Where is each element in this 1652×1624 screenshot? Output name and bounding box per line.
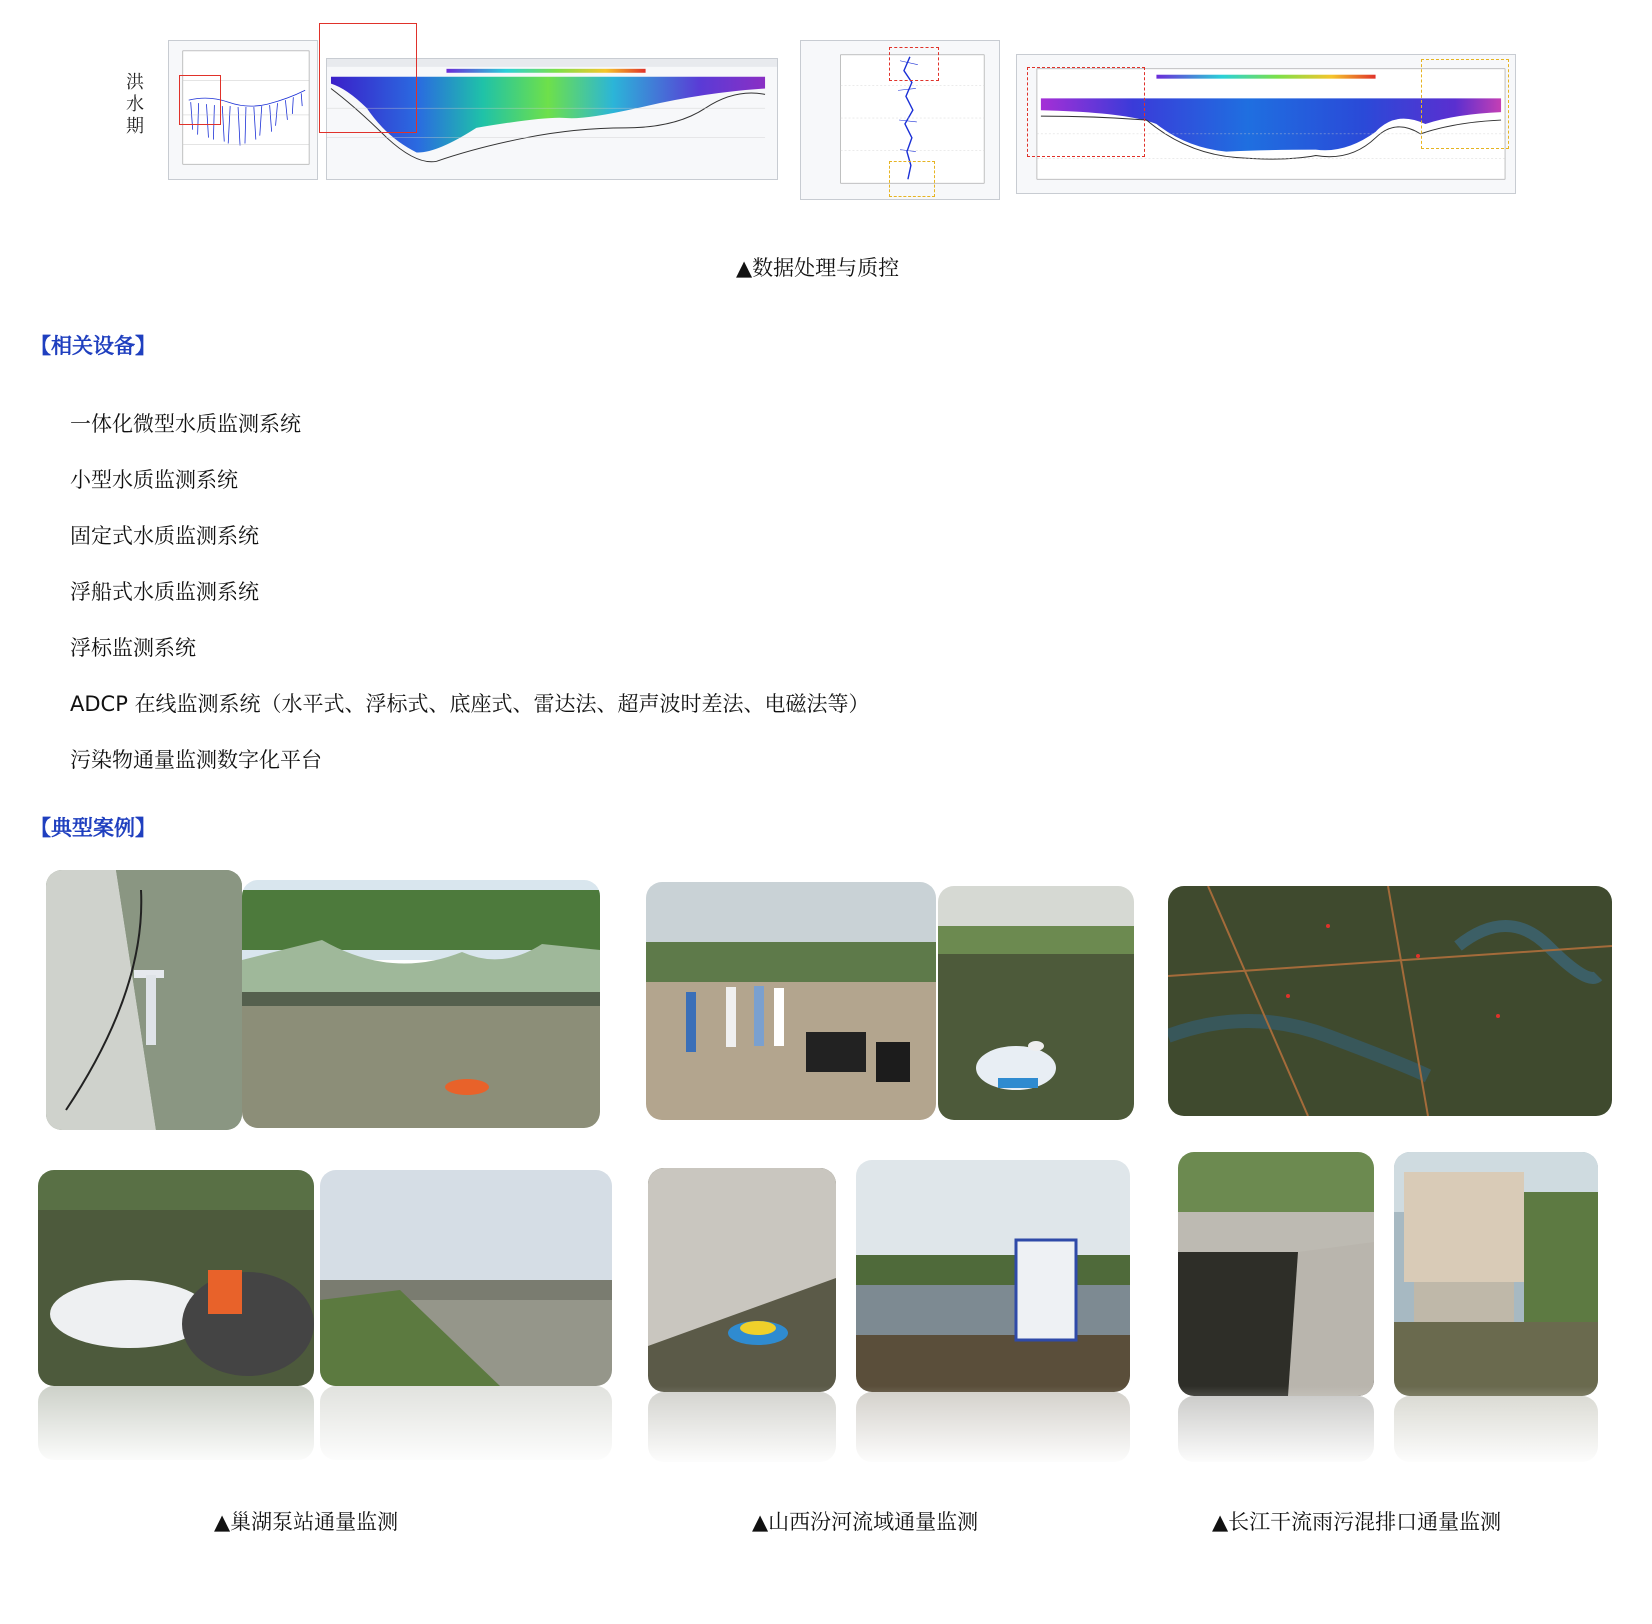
photo-riverbank-construction — [320, 1170, 612, 1386]
photo-satellite-map — [1168, 886, 1612, 1116]
case-caption-fenhe: ▲山西汾河流域通量监测 — [752, 1510, 979, 1534]
case-caption-chaohu: ▲巢湖泵站通量监测 — [214, 1510, 399, 1534]
photo-pump-house — [1394, 1152, 1598, 1396]
list-item: 浮标监测系统 — [70, 636, 196, 660]
cases-section-title: 【典型案例】 — [30, 816, 156, 840]
photo-field-team — [646, 882, 936, 1120]
list-item: 污染物通量监测数字化平台 — [70, 748, 322, 772]
photo-embankment-sensor — [46, 870, 242, 1130]
list-item: 小型水质监测系统 — [70, 468, 238, 492]
photo-bridge-buoy — [648, 1168, 836, 1392]
photo-culvert-outlet — [1178, 1152, 1374, 1396]
list-item: ADCP 在线监测系统（水平式、浮标式、底座式、雷达法、超声波时差法、电磁法等） — [70, 692, 870, 716]
photo-monitoring-station — [856, 1160, 1130, 1392]
flood-period-label: 洪 水 期 — [126, 72, 144, 137]
list-item: 固定式水质监测系统 — [70, 524, 259, 548]
chart-panel-cross-section — [326, 58, 778, 180]
list-item: 浮船式水质监测系统 — [70, 580, 259, 604]
chart-panel-depth-section — [1016, 54, 1516, 194]
chart-panel-vertical-profile — [800, 40, 1000, 200]
figure-caption: ▲数据处理与质控 — [736, 256, 900, 280]
case-caption-yangtze: ▲长江干流雨污混排口通量监测 — [1212, 1510, 1502, 1534]
list-item: 一体化微型水质监测系统 — [70, 412, 301, 436]
equipment-section-title: 【相关设备】 — [30, 334, 156, 358]
photo-pond-buoy — [938, 886, 1134, 1120]
photo-inflatable-boat — [38, 1170, 314, 1386]
chart-panel-plan-view — [168, 40, 318, 180]
photo-river-boat — [242, 880, 600, 1128]
